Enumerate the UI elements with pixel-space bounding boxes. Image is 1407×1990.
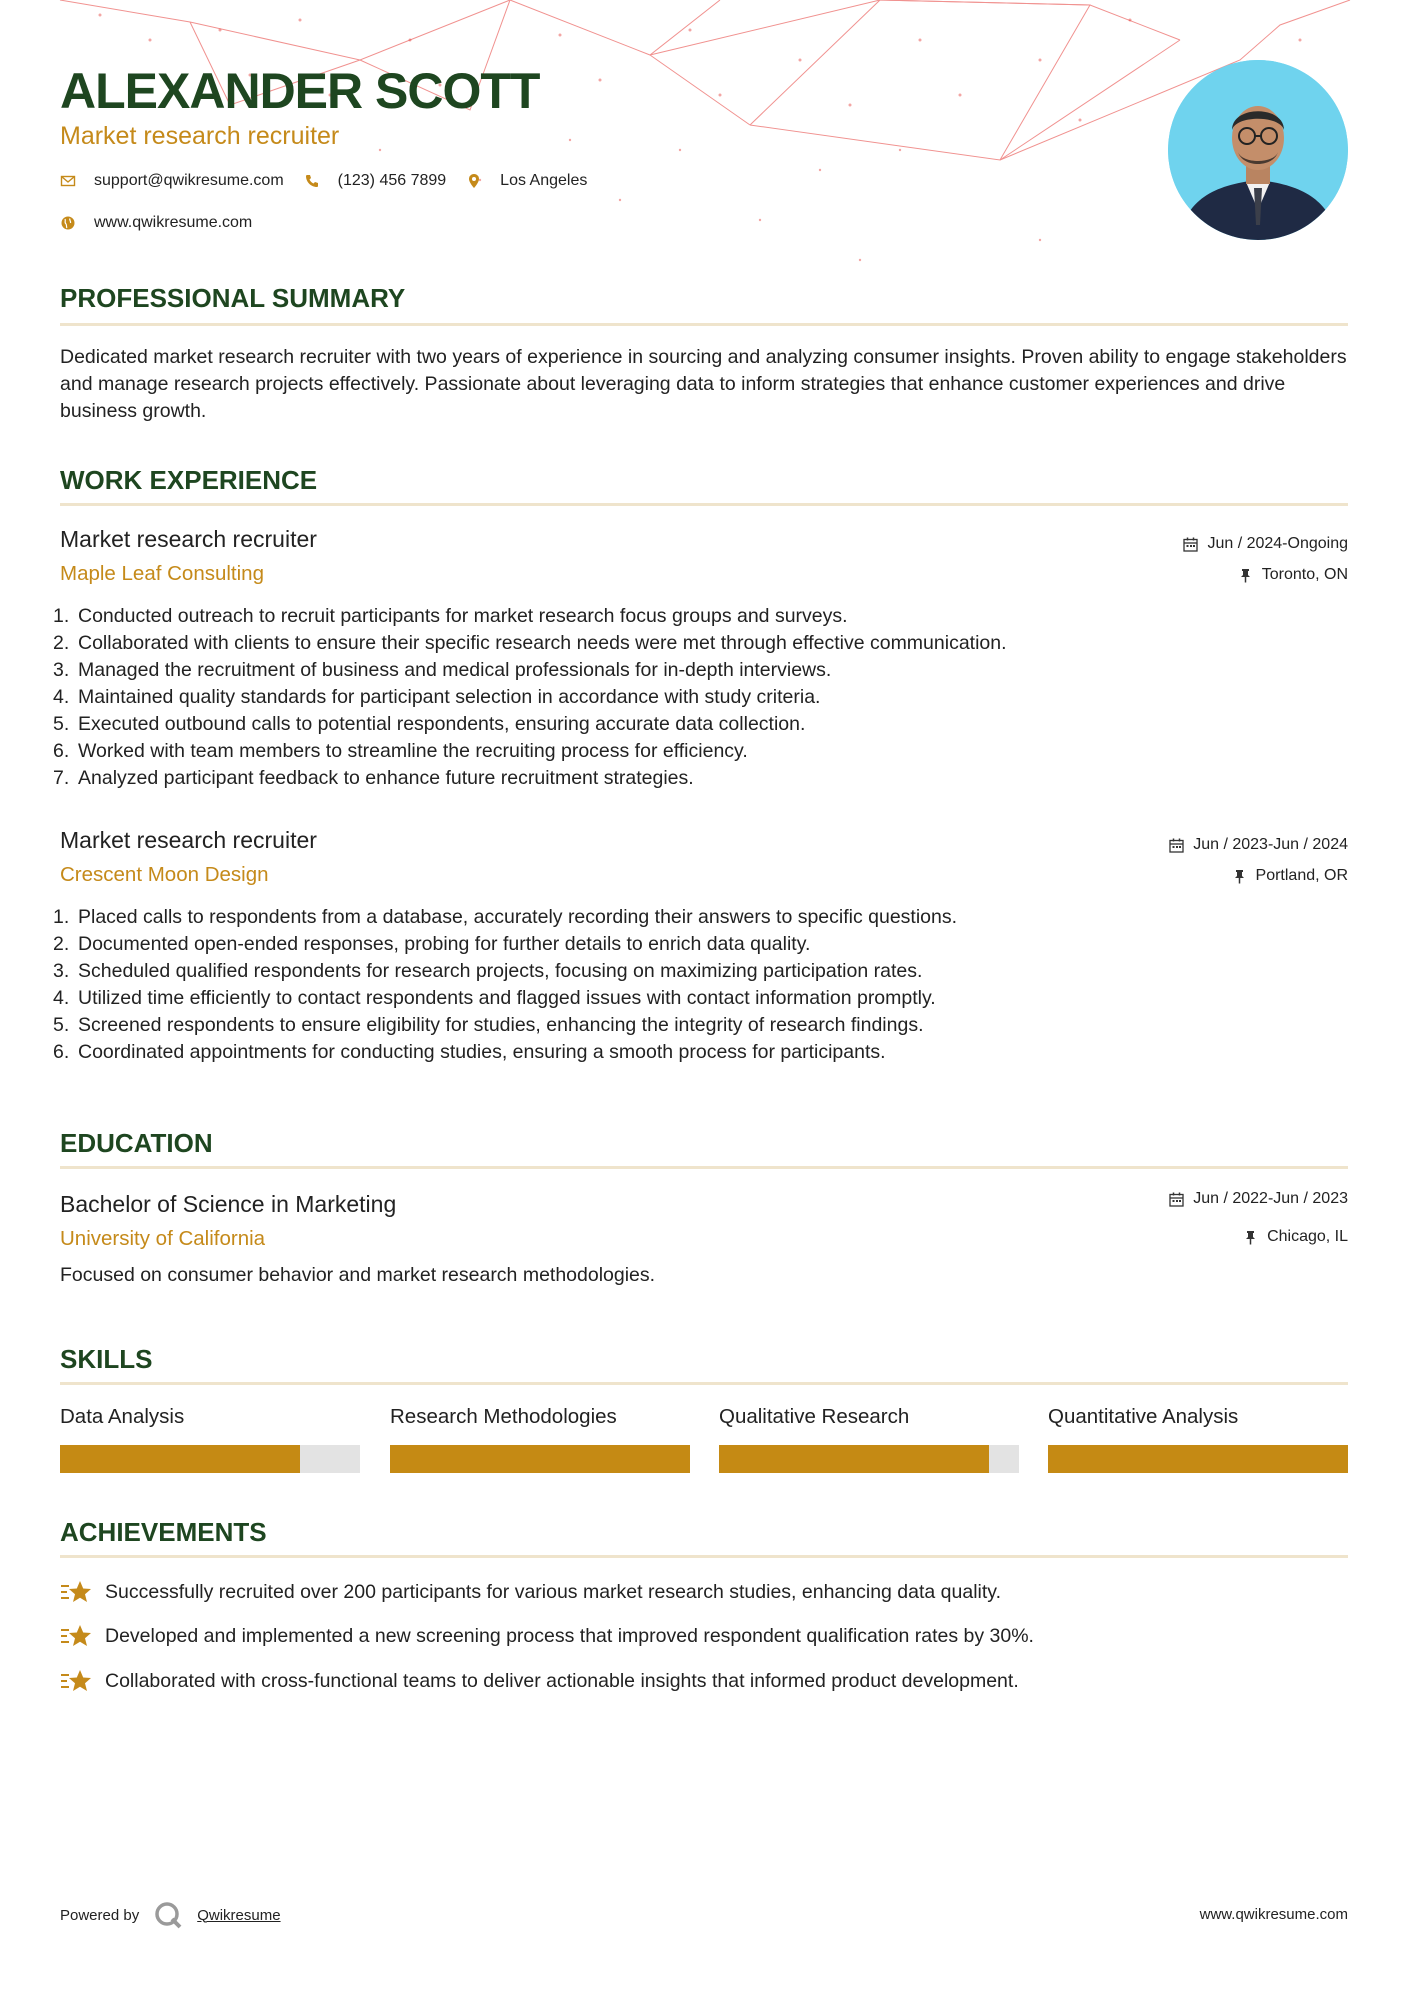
pushpin-icon [1238, 568, 1253, 583]
list-item: 4. Maintained quality standards for participant selection in accordance with study criteria. [53, 686, 821, 708]
calendar-icon [1169, 1192, 1184, 1207]
education-heading: EDUCATION [60, 1128, 213, 1158]
job-2-location-text: Portland, OR [1255, 867, 1348, 884]
skill-data-analysis [60, 1403, 360, 1431]
list-item: 5. Screened respondents to ensure eligibility for studies, enhancing the integrity of research findings. [53, 1014, 924, 1036]
achievement-text: Developed and implemented a new screening process that improved respondent qualification rates by 30%. [105, 1624, 1034, 1647]
job-1-dates-text: Jun / 2024-Ongoing [1207, 535, 1348, 552]
qwikresume-logo-icon [153, 1900, 183, 1930]
skill-qualitative-research [719, 1403, 1019, 1431]
star-badge-icon [60, 1578, 92, 1606]
globe-icon [60, 215, 76, 231]
contact-phone-text: (123) 456 7899 [337, 172, 447, 189]
education-school: University of California [60, 1227, 266, 1250]
job-1-title: Market research recruiter [60, 526, 317, 552]
education-dates-text: Jun / 2022-Jun / 2023 [1193, 1190, 1348, 1207]
education-dates [1169, 1188, 1348, 1210]
skill-label: Research Methodologies [390, 1405, 617, 1428]
achievements-heading: ACHIEVEMENTS [60, 1517, 267, 1547]
job-1-dates [1183, 533, 1348, 555]
skill-track [60, 1445, 360, 1473]
list-item: 6. Worked with team members to streamline the recruiting process for efficiency. [53, 740, 748, 762]
summary-divider [60, 323, 1348, 326]
list-item: 3. Managed the recruitment of business and medical professionals for in-depth interviews. [53, 659, 832, 681]
profile-photo [1168, 60, 1348, 240]
list-item: 2. Documented open-ended responses, probing for further details to enrich data quality. [53, 933, 811, 955]
phone-icon [304, 173, 320, 189]
skill-track [1048, 1445, 1348, 1473]
achievement-text: Collaborated with cross-functional teams to deliver actionable insights that informed product development. [105, 1669, 1019, 1692]
list-item: 7. Analyzed participant feedback to enhance future recruitment strategies. [53, 767, 694, 789]
skill-label: Data Analysis [60, 1405, 185, 1428]
list-item: 4. Utilized time efficiently to contact respondents and flagged issues with contact information promptly. [53, 987, 936, 1009]
footer-website[interactable]: www.qwikresume.com [1199, 1906, 1348, 1923]
achievements-divider [60, 1555, 1348, 1558]
contact-phone[interactable] [304, 172, 447, 190]
education-location [1243, 1226, 1348, 1248]
list-item: 1. Conducted outreach to recruit participants for market research focus groups and surveys. [53, 605, 848, 627]
education-description: Focused on consumer behavior and market research methodologies. [60, 1264, 656, 1286]
pushpin-icon [1243, 1230, 1258, 1245]
contact-email[interactable] [60, 172, 284, 190]
contact-row-secondary [60, 214, 272, 232]
job-2-dates [1169, 834, 1348, 856]
skills-heading: SKILLS [60, 1344, 153, 1374]
powered-by-text: Powered by [60, 1906, 140, 1924]
job-2-title: Market research recruiter [60, 827, 317, 853]
education-degree: Bachelor of Science in Marketing [60, 1191, 397, 1217]
job-1-location [1238, 564, 1348, 586]
achievement-text: Successfully recruited over 200 participants for various market research studies, enhancing data quality. [105, 1580, 1002, 1603]
contact-location-text: Los Angeles [500, 172, 588, 189]
list-item: 2. Collaborated with clients to ensure their specific research needs were met through effective communication. [53, 632, 1007, 654]
contact-row-primary [60, 172, 607, 190]
list-item: 5. Executed outbound calls to potential respondents, ensuring accurate data collection. [53, 713, 806, 735]
person-portrait-icon [1168, 60, 1348, 240]
envelope-icon [60, 173, 76, 189]
job-1-location-text: Toronto, ON [1261, 566, 1348, 583]
education-location-text: Chicago, IL [1267, 1228, 1348, 1245]
star-badge-icon [60, 1622, 92, 1650]
contact-website-text: www.qwikresume.com [94, 214, 253, 231]
summary-text: Dedicated market research recruiter with two years of experience in sourcing and analyzing consumer insights. Proven ability to engage stakeholders and manage research projects effectively. Passionate about leveraging data to inform strategies that enhance customer experiences and drive business growth. [60, 346, 1347, 422]
skill-label: Quantitative Analysis [1048, 1405, 1239, 1428]
skill-track [390, 1445, 690, 1473]
map-pin-icon [466, 173, 482, 189]
skill-fill [390, 1445, 690, 1473]
experience-divider [60, 503, 1348, 506]
contact-website[interactable] [60, 214, 252, 232]
calendar-icon [1169, 838, 1184, 853]
qwikresume-link[interactable]: Qwikresume [197, 1906, 281, 1924]
job-2-bullets [53, 904, 1353, 1066]
skill-fill [60, 1445, 300, 1473]
contact-email-text: support@qwikresume.com [94, 172, 284, 189]
job-2-dates-text: Jun / 2023-Jun / 2024 [1193, 836, 1348, 853]
job-2-location [1232, 865, 1348, 887]
skills-divider [60, 1382, 1348, 1385]
experience-heading: WORK EXPERIENCE [60, 465, 318, 495]
achievement-item [60, 1578, 1001, 1606]
skill-research-methodologies [390, 1403, 690, 1431]
skill-fill [719, 1445, 989, 1473]
candidate-name: ALEXANDER SCOTT [60, 63, 540, 119]
skill-quantitative-analysis [1048, 1403, 1348, 1431]
achievement-item [60, 1667, 1019, 1695]
skill-track [719, 1445, 1019, 1473]
summary-heading: PROFESSIONAL SUMMARY [60, 283, 406, 313]
list-item: 1. Placed calls to respondents from a database, accurately recording their answers to specific questions. [53, 906, 958, 928]
calendar-icon [1183, 537, 1198, 552]
skill-fill [1048, 1445, 1348, 1473]
list-item: 6. Coordinated appointments for conducting studies, ensuring a smooth process for participants. [53, 1041, 886, 1063]
skill-label: Qualitative Research [719, 1405, 910, 1428]
job-2-company: Crescent Moon Design [60, 863, 269, 886]
achievement-item [60, 1622, 1034, 1650]
list-item: 3. Scheduled qualified respondents for research projects, focusing on maximizing participation rates. [53, 960, 923, 982]
pushpin-icon [1232, 869, 1247, 884]
contact-location [466, 172, 587, 190]
star-badge-icon [60, 1667, 92, 1695]
candidate-role: Market research recruiter [60, 122, 340, 150]
job-1-company: Maple Leaf Consulting [60, 562, 264, 585]
education-divider [60, 1166, 1348, 1169]
footer-powered-by [60, 1900, 281, 1930]
job-1-bullets [53, 603, 1353, 792]
